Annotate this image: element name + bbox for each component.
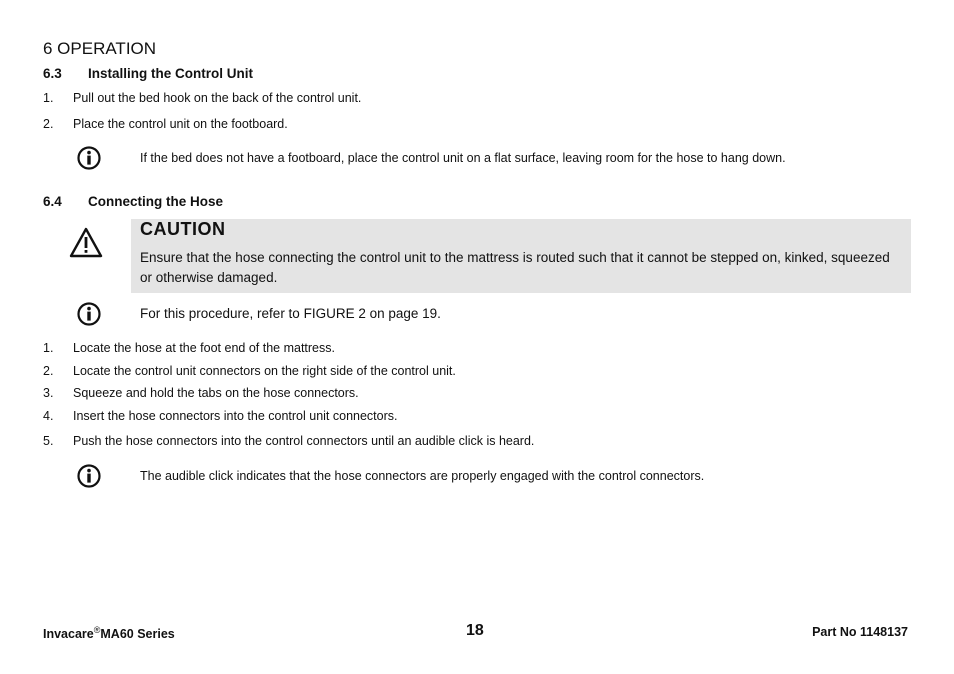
info-icon [76,302,102,326]
note-text: If the bed does not have a footboard, place the control unit on a flat surface, leaving room for the hose to hang down. [140,151,786,165]
section-6-3-heading [43,66,253,81]
step-text: Pull out the bed hook on the back of the control unit. [73,91,362,105]
list-item [43,386,903,402]
note-text: The audible click indicates that the hose connectors are properly engaged with the control connectors. [140,469,705,483]
chapter-heading: 6 OPERATION [43,39,157,58]
list-item [43,434,903,450]
list-item [43,364,903,380]
step-text: Place the control unit on the footboard. [73,117,288,131]
section-6-4-heading [43,194,223,209]
list-item [43,409,903,425]
registered-mark: ® [93,625,101,635]
warning-triangle-icon [68,226,104,260]
caution-text: Ensure that the hose connecting the control unit to the mattress is routed such that it cannot be stepped on, kinked, squeezed or otherwise damaged. [140,250,890,285]
step-number: 1. [43,91,54,105]
footer-brand [43,625,175,641]
step-text: Locate the control unit connectors on the right side of the control unit. [73,364,456,378]
section-title: Connecting the Hose [88,194,224,209]
step-text: Locate the hose at the foot end of the mattress. [73,341,335,355]
list-item [43,91,903,107]
step-number: 3. [43,386,54,400]
step-number: 5. [43,434,54,448]
series-name: MA60 Series [100,627,175,642]
step-number: 2. [43,117,54,131]
list-item [43,117,903,133]
info-icon [76,146,102,170]
step-text: Squeeze and hold the tabs on the hose connectors. [73,386,359,400]
step-number: 2. [43,364,54,378]
caution-box [131,219,911,293]
step-number: 1. [43,341,54,355]
info-icon [76,464,102,488]
page-number: 18 [466,622,484,639]
part-number: Part No 1148137 [812,625,908,639]
step-text: Insert the hose connectors into the control unit connectors. [73,409,398,423]
caution-title: CAUTION [140,219,226,239]
section-number: 6.3 [43,66,62,81]
step-number: 4. [43,409,54,423]
list-item [43,341,903,357]
section-title: Installing the Control Unit [88,66,253,81]
step-text: Push the hose connectors into the control connectors until an audible click is heard. [73,434,535,448]
note-text: For this procedure, refer to FIGURE 2 on page 19. [140,306,441,321]
section-number: 6.4 [43,194,62,209]
brand-name: Invacare [43,627,94,642]
